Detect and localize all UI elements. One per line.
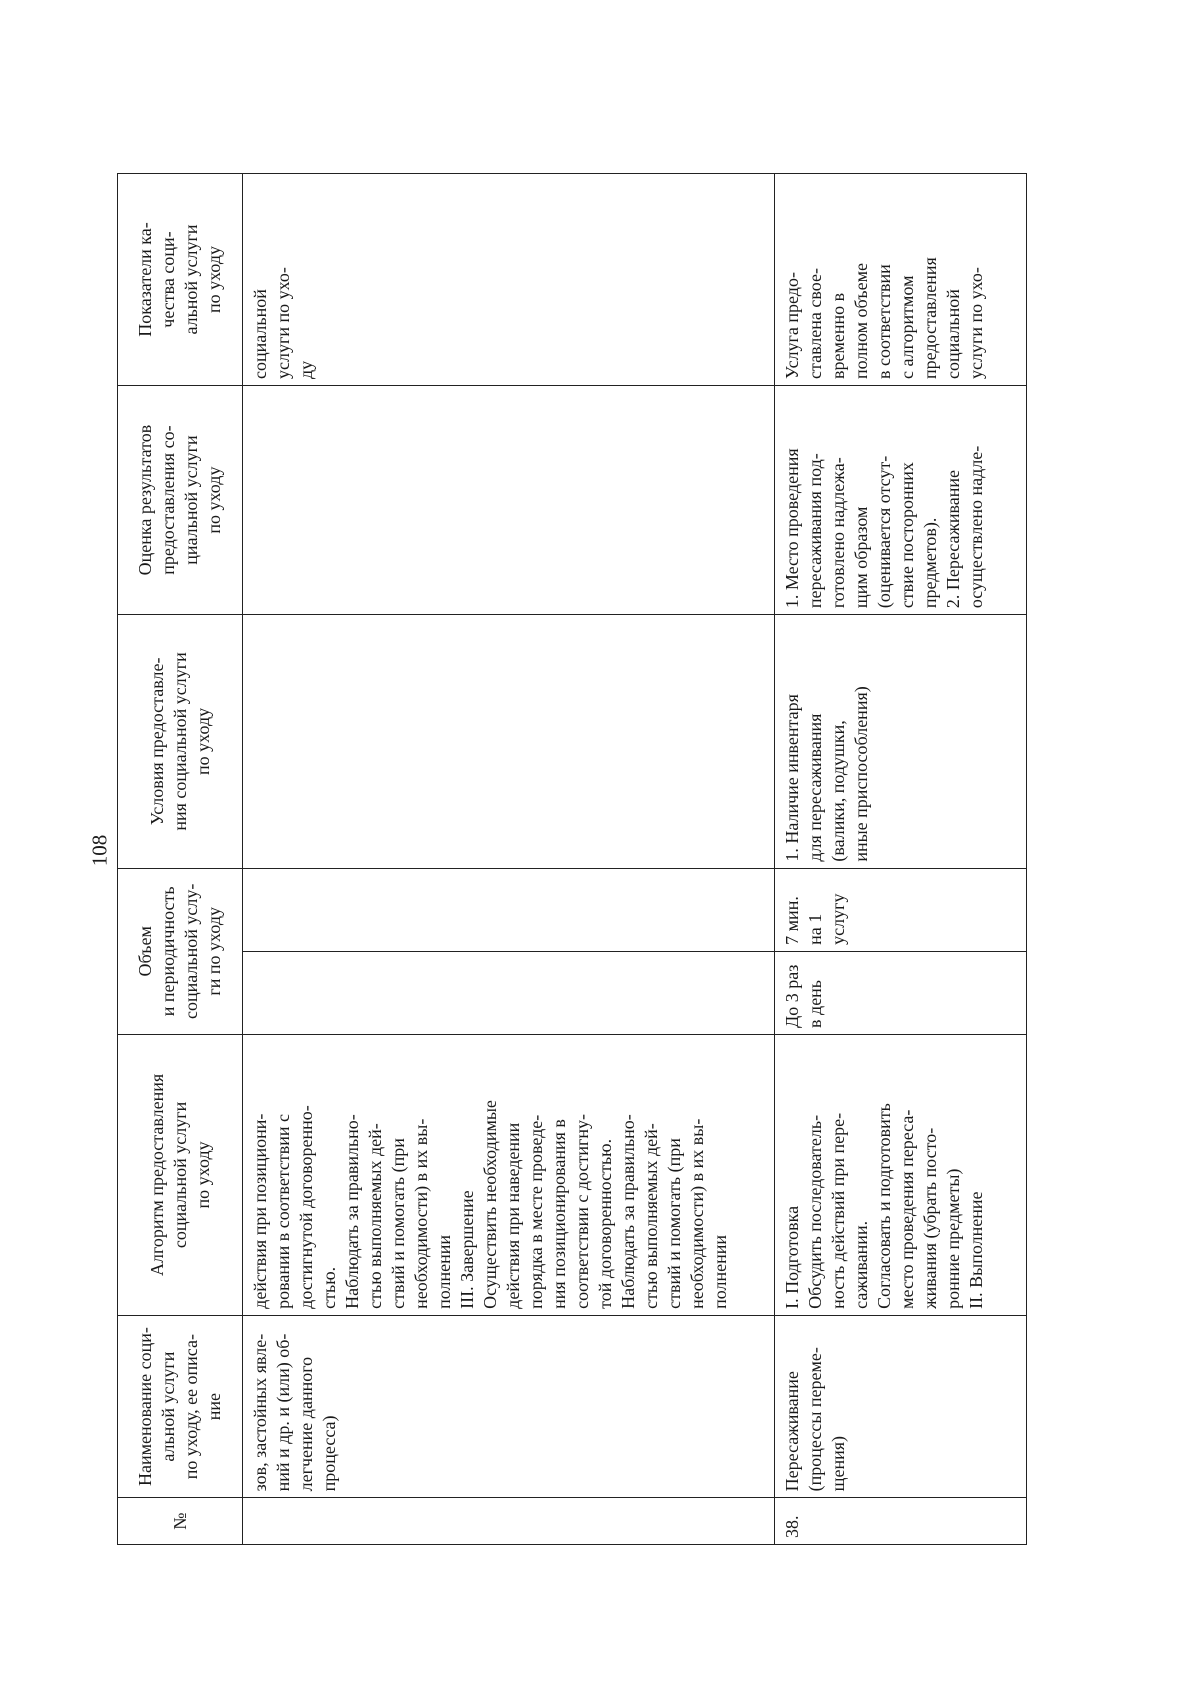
header-quality	[118, 174, 243, 386]
text-line: 1. Наличие инвентаря	[782, 694, 802, 862]
header-num: №	[118, 1498, 243, 1545]
text-line: предметов).	[920, 517, 940, 609]
text-line: III. Завершение	[457, 1190, 477, 1309]
text-line: полнении	[710, 1234, 730, 1309]
cell-quality	[243, 174, 775, 386]
text-line: чества соци-	[158, 231, 178, 328]
text-line: ние	[204, 1392, 224, 1421]
cell-conditions	[775, 615, 1027, 869]
text-line: I. Подготовка	[782, 1205, 802, 1309]
text-line: социальной услуги	[169, 1101, 190, 1249]
text-line: ставлена свое-	[805, 268, 825, 379]
text-line: ствие посторонних	[897, 462, 917, 609]
text-line: необходимости) в их вы-	[411, 1118, 431, 1309]
text-line: ния позиционирования в	[549, 1119, 569, 1309]
page-number: 108	[87, 834, 112, 867]
text-line: предоставления	[920, 257, 940, 379]
text-line: в соответствии	[874, 264, 894, 379]
text-line: на 1	[805, 913, 825, 945]
text-line: иные приспособления)	[851, 686, 871, 862]
text-line: социальной	[943, 289, 963, 379]
text-line: щения)	[828, 1435, 848, 1492]
text-line: для пересаживания	[805, 713, 825, 862]
text-line: легчение данного	[296, 1356, 316, 1492]
text-line: в день	[805, 979, 825, 1028]
text-line: Алгоритм предоставления	[146, 1073, 167, 1276]
text-line: Показатели ка-	[135, 222, 155, 337]
text-line: Наблюдать за правильно-	[618, 1114, 638, 1309]
text-line: 1. Место проведения	[782, 448, 802, 609]
text-line: щим образом	[851, 506, 871, 609]
header-conditions	[118, 615, 243, 869]
cell-algorithm	[775, 1034, 1027, 1315]
text-line: услуги по ухо-	[966, 267, 986, 379]
header-algorithm	[118, 1034, 243, 1315]
header-name	[118, 1315, 243, 1498]
cell-num	[243, 1498, 775, 1545]
table-row-continuation	[243, 174, 775, 1545]
text-line: социальной услу-	[181, 883, 201, 1019]
text-line: ния социальной услуги	[169, 652, 190, 831]
text-line: ду	[296, 360, 316, 379]
text-line: по уходу	[192, 1141, 213, 1209]
text-line: (валики, подушки,	[828, 720, 848, 862]
cell-algorithm	[243, 1034, 775, 1315]
text-line: Обсудить последователь-	[805, 1114, 825, 1309]
text-line: процесса)	[319, 1415, 339, 1492]
cell-evaluation	[243, 386, 775, 615]
text-line: действия при позициони-	[250, 1113, 270, 1309]
text-line: временно в	[828, 292, 848, 379]
text-line: циальной услуги	[181, 435, 201, 565]
cell-num: 38.	[775, 1498, 1027, 1545]
text-line: по уходу, ее описа-	[181, 1333, 201, 1480]
text-line: готовлено надлежа-	[828, 457, 848, 609]
text-line: ги по уходу	[204, 907, 224, 996]
text-line: по уходу	[204, 245, 224, 314]
text-line: (процессы переме-	[805, 1347, 825, 1492]
text-line: место проведения переса-	[897, 1109, 917, 1309]
text-line: альной услуги	[158, 1351, 178, 1462]
text-line: ствий и помогать (при	[388, 1138, 408, 1309]
text-line: Условия предоставле-	[146, 657, 167, 826]
text-line: полнении	[434, 1234, 454, 1309]
text-line: и периодичность	[158, 886, 178, 1017]
text-line: Пересаживание	[782, 1371, 802, 1492]
text-line: ствий и помогать (при	[664, 1138, 684, 1309]
services-table	[117, 173, 1027, 1545]
cell-volume-frequency	[243, 951, 775, 1034]
text-line: соответствии с достигну-	[572, 1114, 592, 1309]
text-line: саживании.	[851, 1220, 871, 1309]
text-line: услуги по ухо-	[273, 267, 293, 379]
cell-volume-time	[775, 868, 1027, 951]
text-line: 2. Пересаживание	[943, 469, 963, 609]
text-line: 7 мин.	[782, 896, 802, 945]
cell-name	[243, 1315, 775, 1498]
text-line: предоставления со-	[158, 425, 178, 575]
text-line: ронние предметы)	[943, 1168, 963, 1309]
text-line: социальной	[250, 289, 270, 379]
cell-name	[775, 1315, 1027, 1498]
text-line: Согласовать и подготовить	[874, 1103, 894, 1309]
text-line: той договоренностью.	[595, 1138, 615, 1309]
header-row	[118, 174, 243, 1545]
header-evaluation	[118, 386, 243, 615]
text-line: действия при наведении	[503, 1122, 523, 1309]
cell-volume-time	[243, 868, 775, 951]
text-line: Оценка результатов	[135, 424, 155, 576]
text-line: по уходу	[204, 466, 224, 534]
text-line: II. Выполнение	[966, 1191, 986, 1309]
text-line: стью.	[319, 1266, 339, 1309]
text-line: Наблюдать за правильно-	[342, 1114, 362, 1309]
rotated-table-container	[117, 173, 1026, 1545]
text-line: ность действий при пере-	[828, 1112, 848, 1309]
cell-quality	[775, 174, 1027, 386]
text-line: услугу	[828, 893, 848, 945]
text-line: Осуществить необходимые	[480, 1100, 500, 1309]
header-volume	[118, 868, 243, 1034]
cell-volume-frequency	[775, 951, 1027, 1034]
text-line: ний и др. и (или) об-	[273, 1333, 293, 1492]
text-line: ровании в соответствии с	[273, 1113, 293, 1309]
text-line: стью выполняемых дей-	[641, 1123, 661, 1309]
table-row-38	[775, 174, 1027, 1545]
text-line: пересаживания под-	[805, 453, 825, 609]
text-line: Объем	[135, 926, 155, 977]
text-line: живания (убрать посто-	[920, 1127, 940, 1309]
text-line: достигнутой договоренно-	[296, 1105, 316, 1309]
text-line: полном объеме	[851, 263, 871, 379]
text-line: порядка в месте проведе-	[526, 1114, 546, 1309]
text-line: необходимости) в их вы-	[687, 1118, 707, 1309]
text-line: альной услуги	[181, 224, 201, 335]
text-line: До 3 раз	[782, 964, 802, 1028]
text-line: по уходу	[192, 707, 213, 775]
text-line: Услуга предо-	[782, 272, 802, 379]
text-line: с алгоритмом	[897, 275, 917, 379]
text-line: стью выполняемых дей-	[365, 1123, 385, 1309]
text-line: зов, застойных явле-	[250, 1333, 270, 1492]
cell-evaluation	[775, 386, 1027, 615]
text-line: осуществлено надле-	[966, 445, 986, 609]
text-line: (оценивается отсут-	[874, 455, 894, 609]
text-line: Наименование соци-	[135, 1327, 155, 1487]
cell-conditions	[243, 615, 775, 869]
